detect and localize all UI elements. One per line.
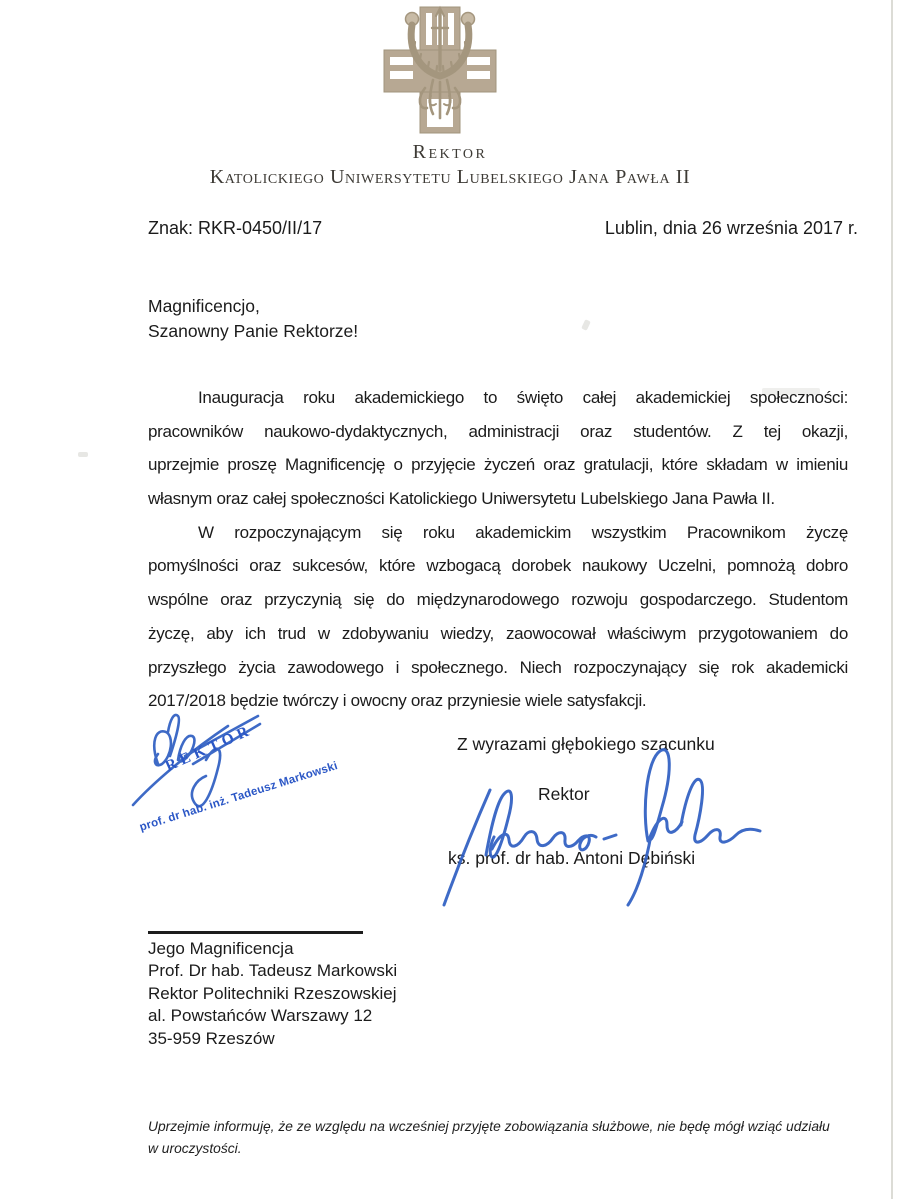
markowski-stamp-group [128, 698, 388, 883]
salutation [148, 294, 358, 344]
recipient-line: Prof. Dr hab. Tadeusz Markowski [148, 961, 398, 981]
reference-number: Znak: RKR-0450/II/17 [148, 218, 323, 238]
letter-body [148, 381, 848, 718]
kul-emblem-logo [375, 4, 505, 136]
body-line: pracowników naukowo-dydaktycznych, administracji oraz studentów. Z tej okazji, [148, 421, 848, 441]
body-line: własnym oraz całej społeczności Katolickiego Uniwersytetu Lubelskiego Jana Pawła II. [148, 489, 775, 509]
body-line: życzę, aby ich trud w zdobywaniu wiedzy, zaowocował właściwym przygotowaniem do [148, 623, 848, 643]
salutation-line: Magnificencjo, [148, 296, 260, 316]
body-line: W rozpoczynającym się roku akademickim wszystkim Pracownikom życzę [198, 522, 848, 542]
scan-speck [581, 319, 591, 331]
letterhead-title: Rektor [412, 141, 488, 163]
body-line: uprzejmie proszę Magnificencję o przyjęcie życzeń oraz gratulacji, które składam w imieniu [148, 455, 848, 475]
debinski-signature-ink [438, 745, 768, 910]
body-line: pomyślności oraz sukcesów, które wzbogacą dorobek naukowy Uczelni, pomnożą dobro [148, 556, 848, 576]
body-line: przyszłego życia zawodowego i społecznego. Niech rozpoczynający się rok akademicki [148, 657, 848, 677]
closing-respect-line: Z wyrazami głębokiego szacunku [457, 734, 715, 754]
place-date: Lublin, dnia 26 września 2017 r. [604, 218, 858, 238]
salutation-line: Szanowny Panie Rektorze! [148, 321, 359, 341]
footnote [148, 1116, 858, 1160]
scan-speck [78, 452, 88, 457]
meta-row [148, 218, 858, 239]
cross-eagle-icon [375, 4, 505, 136]
recipient-line: Jego Magnificencja [148, 939, 294, 958]
stamp-name-text: prof. dr hab. inż. Tadeusz Markowski [138, 760, 340, 834]
recipient-divider-line [148, 931, 363, 934]
body-line: Inauguracja roku akademickiego to święto całej akademickiej społeczności: [198, 388, 848, 407]
letterhead-institution: Katolickiego Uniwersytetu Lubelskiego Jana Pawła II [209, 166, 691, 188]
closing-title: Rektor [538, 784, 590, 804]
recipient-line: al. Powstańców Warszawy 12 [148, 1006, 373, 1026]
footnote-line: Uprzejmie informuję, że ze względu na wcześniej przyjęte zobowiązania służbowe, nie będę mógł wziąć udziału [148, 1119, 830, 1134]
body-line: wspólne oraz przyczynią się do międzynarodowego rozwoju gospodarczego. Studentom [148, 590, 848, 610]
closing-signer-name: ks. prof. dr hab. Antoni Dębiński [448, 848, 696, 868]
stamp-rektor-text: REKTOR [162, 721, 256, 776]
body-line: 2017/2018 będzie twórczy i owocny oraz przyniesie wiele satysfakcji. [148, 691, 647, 711]
recipient-line: Rektor Politechniki Rzeszowskiej [148, 983, 397, 1003]
footnote-line: w uroczystości. [148, 1141, 242, 1156]
recipient-line: 35-959 Rzeszów [148, 1028, 275, 1048]
recipient-address-block [148, 938, 397, 1050]
